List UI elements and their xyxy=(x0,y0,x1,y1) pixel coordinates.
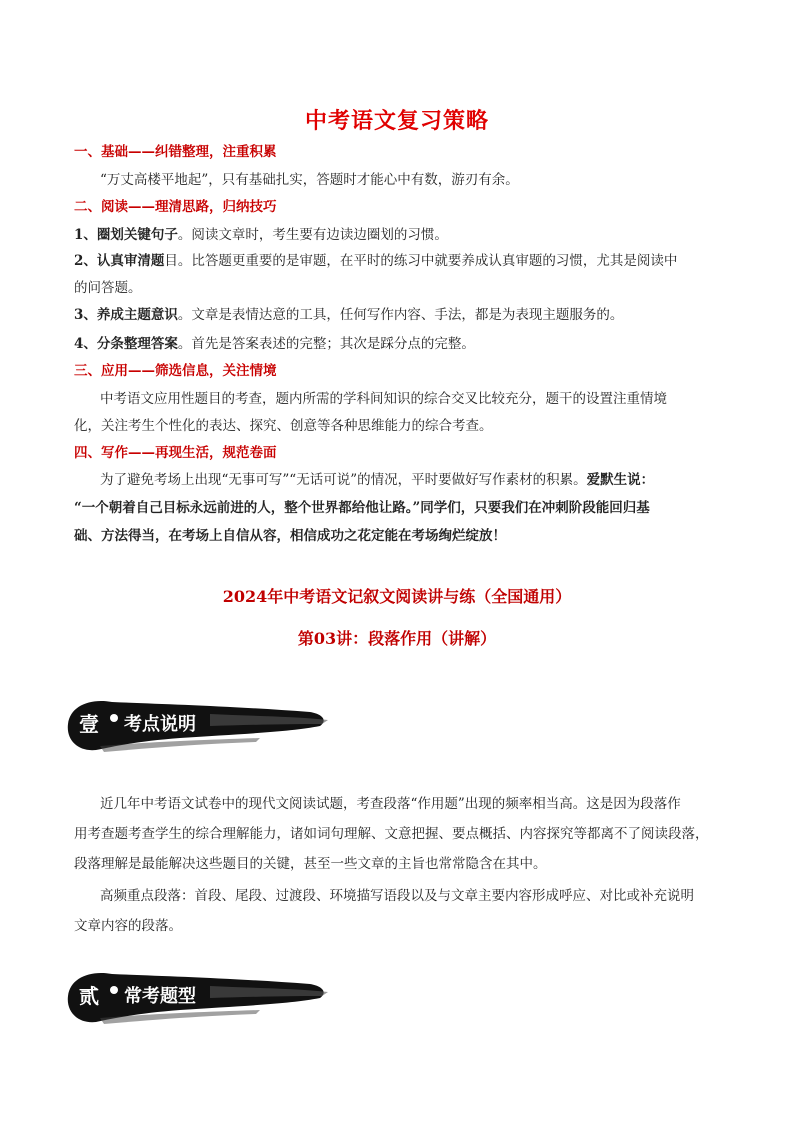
reading-item-label: 2、认真审清题 xyxy=(74,253,165,269)
focus-line-1: 高频重点段落：首段、尾段、过渡段、环境描写语段以及与文章主要内容形成呼应、对比或补充说明 xyxy=(100,888,694,904)
reading-item-text: 目。比答题更重要的是审题，在平时的练习中就要养成认真审题的习惯，尤其是阅读中 xyxy=(164,253,678,269)
writing-line-1-normal: 为了避免考场上出现“无事可写”“无话可说”的情况，平时要做好写作素材的积累。 xyxy=(100,472,587,488)
application-line-2: 化，关注考生个性化的表达、探究、创意等各种思维能力的综合考查。 xyxy=(74,418,493,434)
writing-line-3: 础、方法得当，在考场上自信从容，相信成功之花定能在考场绚烂绽放！ xyxy=(74,528,506,544)
reading-item-text: 。阅读文章时，考生要有边读边圈划的习惯。 xyxy=(177,227,448,243)
reading-item-2 xyxy=(74,253,728,269)
focus-line-2: 文章内容的段落。 xyxy=(74,918,182,934)
reading-item-4 xyxy=(74,336,728,352)
section-heading-basics: 一、基础——纠错整理，注重积累 xyxy=(74,144,277,160)
reading-item-label: 4、分条整理答案 xyxy=(74,336,178,352)
banner-label: 常考题型 xyxy=(124,986,196,1007)
reading-item-text: 。首先是答案表述的完整；其次是踩分点的完整。 xyxy=(177,336,475,352)
reading-item-2-cont: 的问答题。 xyxy=(74,280,142,296)
section-banner-2 xyxy=(60,966,330,1030)
reading-item-1 xyxy=(74,227,728,243)
section-heading-application: 三、应用——筛选信息，关注情境 xyxy=(74,363,277,379)
lesson-title: 第03讲：段落作用（讲解） xyxy=(297,629,497,648)
intro-line-1: 近几年中考语文试卷中的现代文阅读试题，考查段落“作用题”出现的频率相当高。这是因为段落作 xyxy=(100,796,681,812)
writing-line-1-bold: 爱默生说： xyxy=(586,472,655,488)
reading-item-label: 1、圈划关键句子 xyxy=(74,227,178,243)
reading-item-label: 3、养成主题意识 xyxy=(74,307,178,323)
banner-number: 壹 xyxy=(79,712,99,736)
intro-line-2: 用考查题考查学生的综合理解能力，诸如词句理解、文意把握、要点概括、内容探究等都离不了阅读段落， xyxy=(74,826,709,842)
reading-item-3 xyxy=(74,307,728,323)
banner-label: 考点说明 xyxy=(124,714,196,735)
course-title: 2024年中考语文记叙文阅读讲与练（全国通用） xyxy=(222,587,572,606)
intro-line-3: 段落理解是最能解决这些题目的关键，甚至一些文章的主旨也常常隐含在其中。 xyxy=(74,856,547,872)
section-heading-reading: 二、阅读——理清思路，归纳技巧 xyxy=(74,199,277,215)
section-heading-writing: 四、写作——再现生活，规范卷面 xyxy=(74,445,277,461)
reading-item-text: 。文章是表情达意的工具，任何写作内容、手法，都是为表现主题服务的。 xyxy=(177,307,624,323)
banner-dot-icon xyxy=(110,714,118,722)
banner-dot-icon xyxy=(110,986,118,994)
writing-line-1 xyxy=(100,472,728,488)
page-title: 中考语文复习策略 xyxy=(304,109,489,134)
writing-line-2: “一个朝着自己目标永远前进的人，整个世界都给他让路。”同学们，只要我们在冲刺阶段能回归基 xyxy=(74,500,650,516)
section-body-basics: “万丈高楼平地起”，只有基础扎实，答题时才能心中有数，游刃有余。 xyxy=(100,172,519,188)
application-line-1: 中考语文应用性题目的考查，题内所需的学科间知识的综合交叉比较充分，题干的设置注重情境 xyxy=(100,391,667,407)
section-banner-1 xyxy=(60,694,330,758)
banner-number: 贰 xyxy=(79,984,99,1008)
